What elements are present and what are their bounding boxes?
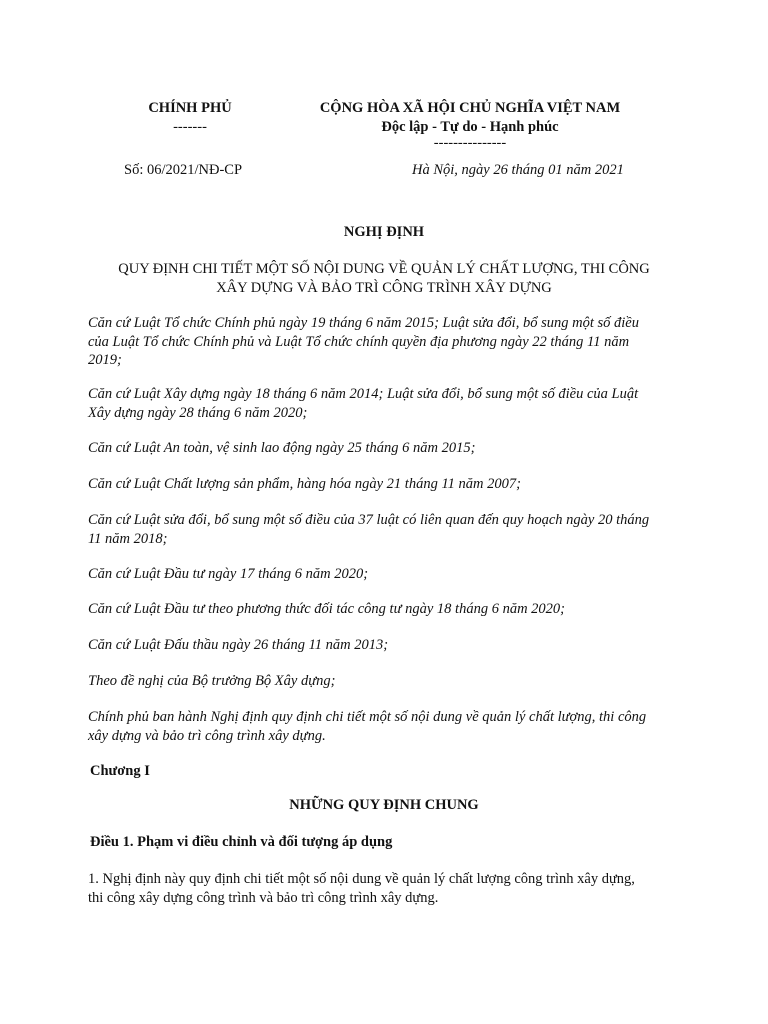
preamble-paragraph	[88, 708, 680, 745]
article-heading: Điều 1. Phạm vi điều chỉnh và đối tượng áp dụng	[90, 834, 393, 850]
motto-slogan: Độc lập - Tự do - Hạnh phúc	[381, 119, 559, 135]
preamble-line: Xây dựng ngày 28 tháng 6 năm 2020;	[88, 404, 308, 421]
preamble-line: của Luật Tổ chức Chính phủ và Luật Tổ chức chính quyền địa phương ngày 22 tháng 11 năm	[88, 333, 630, 350]
subject-line: XÂY DỰNG VÀ BẢO TRÌ CÔNG TRÌNH XÂY DỰNG	[216, 280, 552, 296]
place-and-date: Hà Nội, ngày 26 tháng 01 năm 2021	[412, 162, 624, 178]
preamble-paragraph	[88, 475, 680, 494]
article-clause	[88, 870, 680, 907]
preamble-line: Theo đề nghị của Bộ trưởng Bộ Xây dựng;	[88, 673, 336, 689]
preamble-line: Chính phủ ban hành Nghị định quy định chi tiết một số nội dung về quản lý chất lượng, thi công	[88, 709, 647, 725]
preamble-paragraph	[88, 511, 680, 548]
issuer-block	[110, 99, 270, 137]
preamble-line: Căn cứ Luật Xây dựng ngày 18 tháng 6 năm 2014; Luật sửa đổi, bổ sung một số điều của Luật	[88, 386, 639, 402]
preamble-paragraph	[88, 439, 680, 458]
subject-line: QUY ĐỊNH CHI TIẾT MỘT SỐ NỘI DUNG VỀ QUẢN LÝ CHẤT LƯỢNG, THI CÔNG	[118, 261, 650, 277]
preamble-paragraph	[88, 672, 680, 691]
document-number: Số: 06/2021/NĐ-CP	[124, 162, 243, 178]
issuer-name: CHÍNH PHỦ	[148, 100, 232, 116]
motto-rule: ---------------	[433, 135, 507, 151]
preamble-line: 2019;	[88, 352, 122, 368]
document-type: NGHỊ ĐỊNH	[343, 224, 425, 240]
preamble-line: 11 năm 2018;	[88, 530, 168, 547]
issuer-rule: -------	[173, 119, 207, 135]
clause-line: thi công xây dựng công trình và bảo trì công trình xây dựng.	[88, 889, 439, 906]
preamble-line: Căn cứ Luật Đấu thầu ngày 26 tháng 11 năm 2013;	[88, 637, 389, 653]
chapter-title: NHỮNG QUY ĐỊNH CHUNG	[289, 797, 479, 813]
preamble-paragraph	[88, 565, 680, 584]
country-name: CỘNG HÒA XÃ HỘI CHỦ NGHĨA VIỆT NAM	[319, 100, 621, 116]
preamble-paragraph	[88, 385, 680, 422]
preamble-line: Căn cứ Luật Đầu tư theo phương thức đối tác công tư ngày 18 tháng 6 năm 2020;	[88, 601, 566, 617]
preamble-line: Căn cứ Luật Chất lượng sản phẩm, hàng hóa ngày 21 tháng 11 năm 2007;	[88, 476, 521, 492]
chapter-label: Chương I	[90, 763, 150, 779]
preamble-line: Căn cứ Luật sửa đổi, bổ sung một số điều của 37 luật có liên quan đến quy hoạch ngày 20 tháng	[88, 512, 650, 528]
preamble-line: Căn cứ Luật An toàn, vệ sinh lao động ngày 25 tháng 6 năm 2015;	[88, 440, 476, 456]
preamble-line: Căn cứ Luật Đầu tư ngày 17 tháng 6 năm 2020;	[88, 566, 369, 582]
preamble-line: Căn cứ Luật Tổ chức Chính phủ ngày 19 tháng 6 năm 2015; Luật sửa đổi, bổ sung một số điều	[88, 315, 639, 331]
clause-line: 1. Nghị định này quy định chi tiết một số nội dung về quản lý chất lượng công trình xây dựng,	[88, 871, 635, 887]
preamble-paragraph	[88, 314, 680, 370]
document-subject	[88, 260, 680, 298]
preamble-line: xây dựng và bảo trì công trình xây dựng.	[88, 727, 326, 744]
preamble-paragraph	[88, 600, 680, 619]
preamble-paragraph	[88, 636, 680, 655]
national-motto-block	[290, 99, 650, 150]
